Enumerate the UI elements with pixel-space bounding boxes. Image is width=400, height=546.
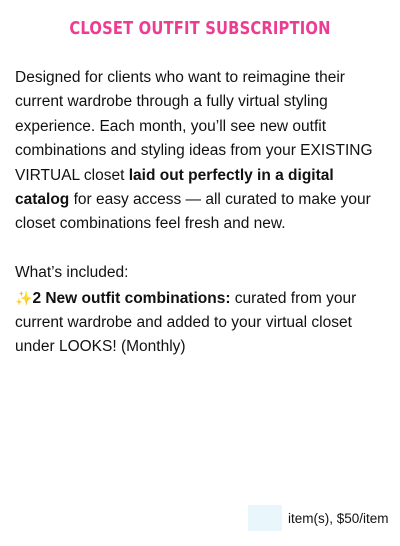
sparkles-icon: ✨ — [15, 289, 33, 306]
paragraph-gap — [15, 237, 391, 261]
included-heading: What’s included: — [15, 264, 129, 282]
intro-text-1: Designed for clients who want to reimagine their current wardrobe through a fully virtual styling experience. Each month, you’ll see new outfit combinations and styling ideas from your EXISTING VIRTUAL closet — [15, 69, 373, 184]
included-item-text: curated from your current wardrobe and added to your virtual closet under LOOKS! (Monthly) — [15, 289, 357, 356]
quantity-input[interactable] — [248, 505, 282, 531]
included-item — [15, 286, 391, 360]
page-title: CLOSET OUTFIT SUBSCRIPTION — [69, 18, 331, 39]
intro-paragraph — [15, 66, 391, 237]
intro-text-2: for easy access — all curated to make your closet combinations feel fresh and new. — [15, 191, 371, 233]
quantity-row — [248, 505, 389, 531]
quantity-label: item(s), $50/item — [288, 510, 389, 526]
intro-text-bold: laid out perfectly in a digital catalog — [15, 166, 334, 209]
description — [15, 66, 391, 360]
included-item-bold: 2 New outfit combinations: — [32, 289, 231, 307]
